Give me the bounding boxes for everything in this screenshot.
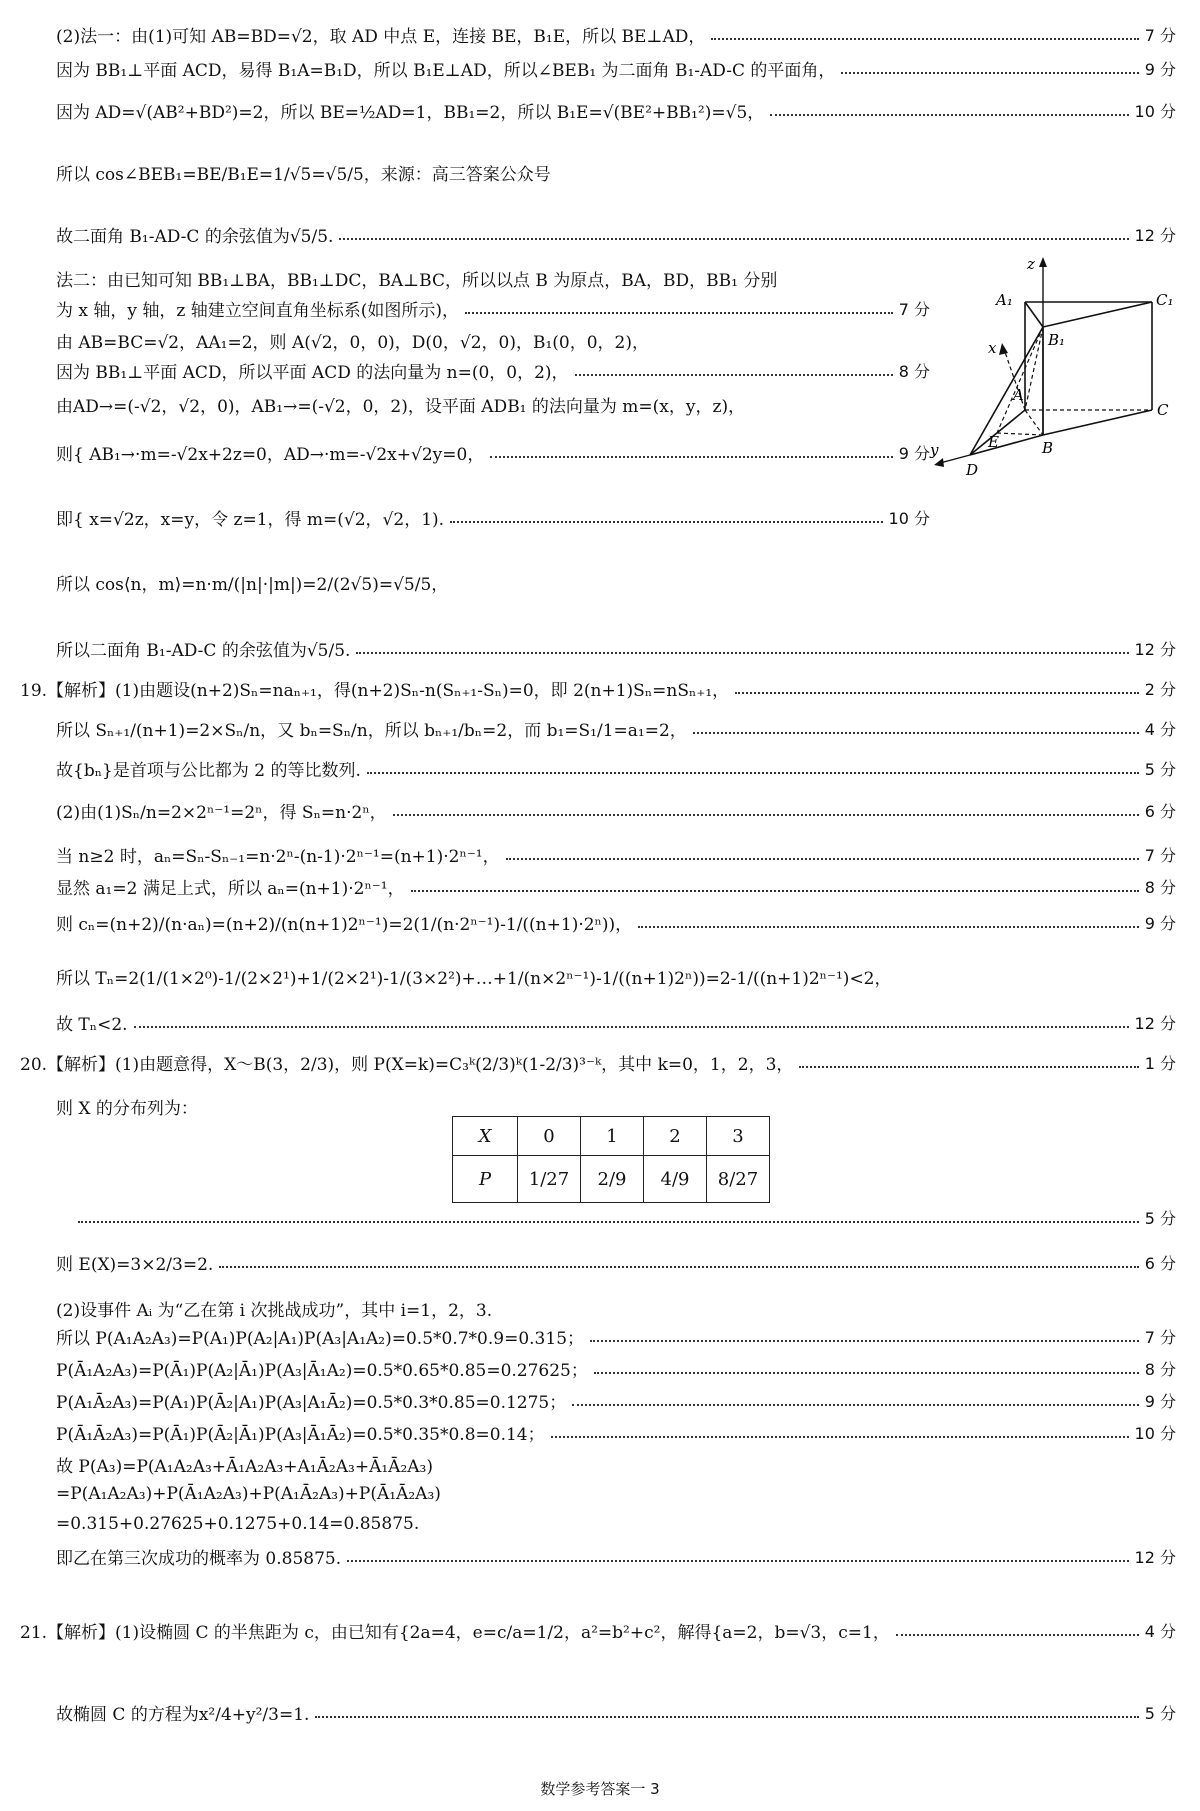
line-text: 故 P(A₃)=P(A₁A₂A₃+Ā₁A₂A₃+A₁Ā₂A₃+Ā₁Ā₂A₃) [56,1457,433,1477]
score: 7 分 [1144,26,1176,45]
line-text: 则{ AB₁→·m=-√2x+2z=0，AD→·m=-√2x+√2y=0， [56,445,485,465]
distribution-table [452,1116,770,1203]
text-line [56,505,930,530]
figure-label: A [1013,386,1024,404]
figure-label: A₁ [996,291,1013,309]
line-text: 即乙在第三次成功的概率为 0.85875. [56,1549,342,1569]
text-line [56,358,930,383]
text-line [56,910,1176,935]
text-line [56,1700,1176,1725]
text-line [56,1452,1176,1477]
figure-label: C₁ [1156,291,1174,309]
score: 10 分 [1134,102,1176,121]
text-line [56,1010,1176,1035]
score: 12 分 [1134,226,1176,245]
table-cell: 1 [581,1117,644,1156]
score: 7 分 [1144,1328,1176,1347]
line-text: 故 Tₙ<2. [56,1015,128,1035]
text-line [56,1388,1176,1413]
leader-dots [315,1716,1138,1718]
table-cell: 1/27 [518,1156,581,1203]
leader-dots [799,1066,1138,1068]
leader-dots [575,374,893,376]
line-text: 因为 AD=√(AB²+BD²)=2，所以 BE=½AD=1，BB₁=2，所以 B₁E=√(BE²+BB₁²)=√5， [56,103,765,123]
leader-dots [735,692,1139,694]
text-line [56,1356,1176,1381]
text-line [56,222,1176,247]
line-text: (2)法一：由(1)可知 AB=BD=√2，取 AD 中点 E，连接 BE，B₁E，所以 BE⊥AD， [56,27,706,47]
line-text: 则 cₙ=(n+2)/(n·aₙ)=(n+2)/(n(n+1)2ⁿ⁻¹)=2(1/(n·2ⁿ⁻¹)-1/((n+1)·2ⁿ))， [56,915,633,935]
text-line [56,964,1176,989]
table-cell: 8/27 [707,1156,770,1203]
line-text: (2)由(1)Sₙ/n=2×2ⁿ⁻¹=2ⁿ，得 Sₙ=n·2ⁿ， [56,803,387,823]
figure-label: y [930,441,939,459]
text-line [56,1250,1176,1275]
text-line [56,1514,1176,1534]
leader-dots [551,1436,1129,1438]
line-text: 即{ x=√2z，x=y，令 z=1，得 m=(√2，√2，1). [56,510,445,530]
score: 5 分 [1144,760,1176,779]
leader-dots [506,858,1139,860]
text-line [56,716,1176,741]
score: 7 分 [898,300,930,319]
text-line [56,570,1176,595]
score: 8 分 [1144,1360,1176,1379]
line-text: 由AD→=(-√2，√2，0)，AB₁→=(-√2，0，2)，设平面 ADB₁ 的法向量为 m=(x，y，z)， [56,397,746,417]
score: 6 分 [1144,1254,1176,1273]
text-line [56,756,1176,781]
score: 2 分 [1144,680,1176,699]
score: 10 分 [1134,1424,1176,1443]
leader-dots [339,238,1128,240]
leader-dots [367,772,1139,774]
text-line [56,440,930,465]
table-row [453,1117,770,1156]
score: 9 分 [1144,914,1176,933]
score: 9 分 [1144,60,1176,79]
text-line [56,636,1176,661]
line-text: 19.【解析】(1)由题设(n+2)Sₙ=naₙ₊₁，得(n+2)Sₙ-n(Sₙ₊₁-Sₙ)=0，即 2(n+1)Sₙ=nSₙ₊₁， [20,681,730,701]
line-text: 故{bₙ}是首项与公比都为 2 的等比数列. [56,761,361,781]
leader-dots [841,72,1138,74]
table-cell: 0 [518,1117,581,1156]
leader-dots [465,312,893,314]
score: 9 分 [898,444,930,463]
text-line [56,160,1176,185]
score: 4 分 [1144,720,1176,739]
figure-label: C [1157,401,1169,419]
table-cell: X [453,1117,518,1156]
text-line [56,22,1176,47]
leader-dots [450,521,882,523]
text-line [56,296,930,321]
score: 12 分 [1134,1548,1176,1567]
line-text: (2)设事件 Aᵢ 为“乙在第 i 次挑战成功”，其中 i=1，2，3. [56,1301,493,1321]
table-row [453,1156,770,1203]
leader-dots [393,814,1139,816]
leader-dots [711,38,1138,40]
text-line [56,798,1176,823]
score: 8 分 [898,362,930,381]
text-line [56,266,930,291]
table-cell: 2 [644,1117,707,1156]
figure-label: E [988,433,999,451]
figure-label: B [1042,439,1054,457]
score: 5 分 [1144,1209,1176,1228]
line-text: 因为 BB₁⊥平面 ACD，所以平面 ACD 的法向量为 n=(0，0，2)， [56,363,569,383]
score: 5 分 [1144,1704,1176,1723]
figure-label: x [988,339,997,357]
figure-label: D [966,461,979,479]
leader-dots [594,1372,1139,1374]
score: 7 分 [1144,846,1176,865]
text-line [56,98,1176,123]
table-cell: 4/9 [644,1156,707,1203]
text-line [56,1296,1176,1321]
table-cell: 2/9 [581,1156,644,1203]
text-line [56,56,1176,81]
line-text: 显然 a₁=2 满足上式，所以 aₙ=(n+1)·2ⁿ⁻¹， [56,879,405,899]
leader-dots [693,732,1139,734]
score: 12 分 [1134,1014,1176,1033]
page-footer: 数学参考答案一 3 [540,1780,660,1798]
leader-dots [490,456,892,458]
line-text: 20.【解析】(1)由题意得，X～B(3，2/3)，则 P(X=k)=C₃ᵏ(2/3)ᵏ(1-2/3)³⁻ᵏ，其中 k=0，1，2，3， [20,1055,794,1075]
table-cell: P [453,1156,518,1203]
line-text: 所以 Sₙ₊₁/(n+1)=2×Sₙ/n，又 bₙ=Sₙ/n，所以 bₙ₊₁/bₙ=2，而 b₁=S₁/1=a₁=2， [56,721,687,741]
line-text: 则 E(X)=3×2/3=2. [56,1255,214,1275]
leader-dots [219,1266,1138,1268]
line-text: P(Ā₁Ā₂A₃)=P(Ā₁)P(Ā₂|Ā₁)P(A₃|Ā₁Ā₂)=0.5*0.35*0.8=0.14； [56,1425,545,1445]
line-text: 为 x 轴，y 轴，z 轴建立空间直角坐标系(如图所示)， [56,301,460,321]
figure-label: B₁ [1048,331,1066,349]
line-text: 所以 cos∠BEB₁=BE/B₁E=1/√5=√5/5，来源：高三答案公众号 [56,165,551,185]
leader-dots [78,1221,1139,1223]
leader-dots [638,926,1139,928]
leader-dots [134,1026,1129,1028]
line-text: 由 AB=BC=√2，AA₁=2，则 A(√2，0，0)，D(0，√2，0)，B₁(0，0，2)， [56,333,649,353]
line-text: 所以二面角 B₁-AD-C 的余弦值为√5/5. [56,641,351,661]
score: 4 分 [1144,1622,1176,1641]
text-line [56,328,930,353]
leader-dots [411,890,1139,892]
table-cell: 3 [707,1117,770,1156]
prism-figure [930,255,1174,515]
text-line [20,676,1176,701]
text-line [56,874,1176,899]
score: 6 分 [1144,802,1176,821]
line-text: 法二：由已知可知 BB₁⊥BA，BB₁⊥DC，BA⊥BC，所以以点 B 为原点，BA，BD，BB₁ 分别 [56,271,778,291]
line-text: =P(A₁A₂A₃)+P(Ā₁A₂A₃)+P(A₁Ā₂A₃)+P(Ā₁Ā₂A₃) [56,1484,441,1504]
leader-dots [356,652,1128,654]
line-text: 当 n≥2 时，aₙ=Sₙ-Sₙ₋₁=n·2ⁿ-(n-1)·2ⁿ⁻¹=(n+1)·2ⁿ⁻¹， [56,847,500,867]
text-line [56,842,1176,867]
text-line [56,1420,1176,1445]
leader-dots [770,114,1128,116]
text-line [56,1484,1176,1504]
text-line [56,392,930,417]
score: 9 分 [1144,1392,1176,1411]
score: 1 分 [1144,1054,1176,1073]
line-text: 所以 P(A₁A₂A₃)=P(A₁)P(A₂|A₁)P(A₃|A₁A₂)=0.5*0.7*0.9=0.315； [56,1329,585,1349]
text-line [20,1050,1176,1075]
figure-label: z [1027,255,1035,273]
text-line [56,1544,1176,1569]
leader-dots [590,1340,1139,1342]
leader-dots [896,1634,1139,1636]
line-text: 则 X 的分布列为： [56,1099,198,1119]
text-line [72,1206,1176,1229]
line-text: =0.315+0.27625+0.1275+0.14=0.85875. [56,1514,420,1534]
line-text: 21.【解析】(1)设椭圆 C 的半焦距为 c，由已知有{2a=4，e=c/a=1/2，a²=b²+c²，解得{a=2，b=√3，c=1， [20,1623,890,1643]
line-text: 故二面角 B₁-AD-C 的余弦值为√5/5. [56,227,334,247]
text-line [56,1324,1176,1349]
line-text: 故椭圆 C 的方程为x²/4+y²/3=1. [56,1705,310,1725]
score: 12 分 [1134,640,1176,659]
line-text: P(A₁Ā₂A₃)=P(A₁)P(Ā₂|A₁)P(A₃|A₁Ā₂)=0.5*0.3*0.85=0.1275； [56,1393,567,1413]
line-text: P(Ā₁A₂A₃)=P(Ā₁)P(A₂|Ā₁)P(A₃|Ā₁A₂)=0.5*0.65*0.85=0.27625； [56,1361,588,1381]
text-line [20,1618,1176,1643]
leader-dots [572,1404,1138,1406]
leader-dots [347,1560,1128,1562]
score: 10 分 [888,509,930,528]
line-text: 因为 BB₁⊥平面 ACD，易得 B₁A=B₁D，所以 B₁E⊥AD，所以∠BEB₁ 为二面角 B₁-AD-C 的平面角， [56,61,836,81]
line-text: 所以 cos⟨n，m⟩=n·m/(|n|·|m|)=2/(2√5)=√5/5， [56,575,449,595]
line-text: 所以 Tₙ=2(1/(1×2⁰)-1/(2×2¹)+1/(2×2¹)-1/(3×2²)+…+1/(n×2ⁿ⁻¹)-1/((n+1)2ⁿ))=2-1/((n+1)2ⁿ⁻¹)<2， [56,969,892,989]
score: 8 分 [1144,878,1176,897]
